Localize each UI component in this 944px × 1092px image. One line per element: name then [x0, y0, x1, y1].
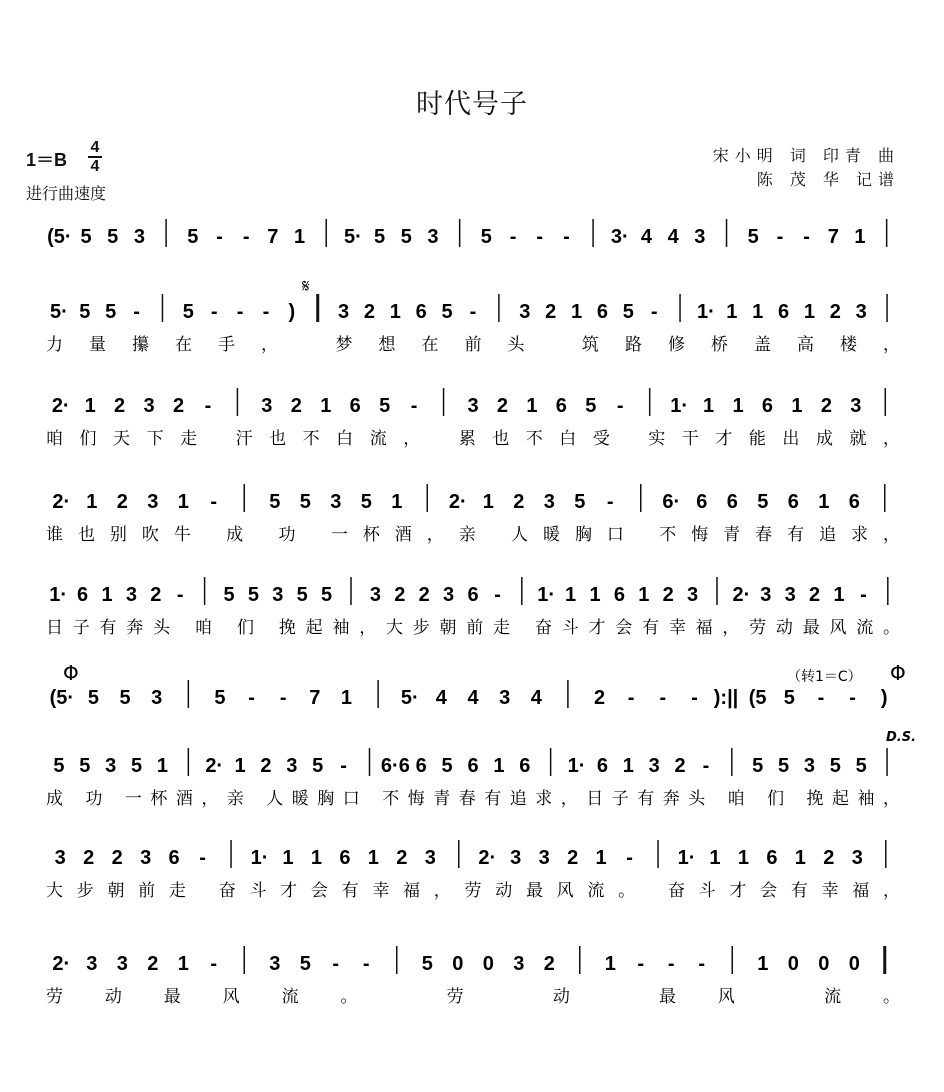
note: 6	[168, 847, 180, 869]
note: )	[880, 687, 888, 709]
coda-sign-left: Φ	[63, 661, 79, 685]
note: 1	[234, 755, 246, 777]
note: 2	[396, 847, 408, 869]
note: 5	[829, 755, 841, 777]
note: 2	[172, 395, 185, 417]
note: 6	[726, 491, 738, 513]
note: 3	[105, 755, 117, 777]
note: 3	[543, 491, 555, 513]
note: 1	[854, 226, 866, 248]
note: 2	[147, 953, 159, 975]
note: 3	[784, 584, 796, 606]
note: (5·	[47, 226, 72, 248]
note: -	[248, 687, 255, 709]
note: 5	[574, 491, 586, 513]
note: 3	[467, 395, 479, 417]
note: 1	[595, 847, 607, 869]
note: 3	[803, 755, 815, 777]
note: -	[563, 226, 570, 248]
note: 5	[131, 755, 143, 777]
note: 6	[596, 755, 608, 777]
note: 6	[415, 301, 427, 323]
note: 3	[443, 584, 455, 606]
note: -	[332, 953, 340, 975]
note: 5	[360, 491, 372, 513]
note: 1	[791, 395, 803, 417]
note: -	[210, 953, 218, 975]
note: (5·	[49, 687, 75, 709]
note: 3	[272, 584, 284, 606]
note: 5	[214, 687, 226, 709]
note: 2	[111, 847, 123, 869]
note: -	[340, 755, 347, 777]
note: -	[849, 687, 856, 709]
note: 2	[543, 953, 555, 975]
note: 1	[622, 755, 634, 777]
note: -	[776, 226, 784, 248]
note: 5	[374, 226, 386, 248]
note: 5	[585, 395, 597, 417]
note: 3	[510, 847, 522, 869]
note: 2·	[52, 491, 71, 513]
song-title: 时代号子	[416, 89, 528, 120]
note: 3	[850, 395, 862, 417]
note: 4	[467, 687, 479, 709]
tempo-marking: 进行曲速度	[26, 184, 107, 203]
note: 6	[777, 301, 790, 323]
note: 2	[829, 301, 841, 323]
note: 5·	[344, 226, 362, 248]
note: 6	[787, 491, 799, 513]
note: 1	[310, 847, 322, 869]
note: 1	[752, 301, 764, 323]
note: (5	[748, 687, 767, 709]
note: 5	[379, 395, 391, 417]
note: 3	[261, 395, 273, 417]
note: 1	[604, 953, 616, 975]
note: 6	[467, 755, 479, 777]
note: 1	[391, 491, 403, 513]
note: 3	[133, 226, 145, 248]
note: 6	[848, 491, 860, 513]
note: 1	[703, 395, 715, 417]
note: 5	[783, 687, 795, 709]
note: 1	[570, 301, 583, 323]
note: ):||	[713, 687, 739, 709]
note: 5	[299, 953, 311, 975]
note: 1	[156, 755, 169, 777]
note: 3	[125, 584, 137, 606]
note: 2	[593, 687, 606, 709]
note: 6	[339, 847, 351, 869]
note: 0	[818, 953, 830, 975]
note: 5	[119, 687, 131, 709]
note: 3	[54, 847, 66, 869]
note: -	[133, 301, 140, 323]
note: 3	[86, 953, 98, 975]
note: 0	[848, 953, 860, 975]
note: 2·	[732, 584, 751, 606]
note: 1	[726, 301, 738, 323]
note: 5	[269, 491, 281, 513]
lyric-line: 劳动最风流。 劳 动 最风 流。	[46, 987, 900, 1007]
note: 4	[667, 226, 679, 248]
lyric-line: 力量攥在手， 梦想在前头 筑路修桥盖高楼，	[46, 335, 900, 355]
credit-line-2: 陈 茂 华 记谱	[756, 170, 900, 189]
note: 2	[662, 584, 674, 606]
note: -	[702, 755, 710, 777]
note: 6	[349, 395, 361, 417]
note: -	[698, 953, 706, 975]
note: -	[262, 301, 270, 323]
lyric-line: 咱们天下走 汗也不白流， 累也不白受 实干才能出成就，	[46, 429, 901, 449]
note: 2·	[51, 395, 70, 417]
note: 1	[367, 847, 379, 869]
note: 1	[84, 395, 96, 417]
note: -	[279, 687, 287, 709]
lyric-line: 大步朝前走 奋斗才会有幸福，劳动最风流。 奋斗才会有幸福，	[46, 881, 900, 901]
note: 6·	[662, 491, 681, 513]
note: 3	[369, 584, 381, 606]
note: 3	[330, 491, 342, 513]
note: 1·	[567, 755, 586, 777]
note: -	[199, 847, 206, 869]
note: 7	[267, 226, 279, 248]
note: -	[650, 301, 658, 323]
note: 2	[674, 755, 686, 777]
note: 3	[499, 687, 511, 709]
note: 2	[545, 301, 557, 323]
note: 6	[761, 395, 774, 417]
note: 1	[482, 491, 494, 513]
note: -	[627, 687, 635, 709]
meter-top: 4	[90, 139, 100, 156]
note: 5	[752, 755, 764, 777]
coda-sign-right: Φ	[890, 661, 906, 685]
note: 1	[709, 847, 721, 869]
note: -	[817, 687, 825, 709]
note: -	[362, 953, 370, 975]
note: 1·	[697, 301, 715, 323]
note: 3	[286, 755, 298, 777]
note: 1	[737, 847, 749, 869]
note: -	[860, 584, 867, 606]
note: 1	[526, 395, 538, 417]
note: 1	[794, 847, 806, 869]
note: 5	[400, 226, 412, 248]
lyric-line: 谁也别吹牛 成 功 一杯酒，亲 人暖胸口 不悔青春有追求，	[46, 525, 900, 545]
note: -	[242, 226, 250, 248]
note: 3	[513, 953, 525, 975]
note: 5	[79, 301, 91, 323]
note: 2	[114, 395, 126, 417]
note: 1	[282, 847, 294, 869]
note: 3	[140, 847, 152, 869]
credit-line-1: 宋小明 词 印青 曲	[712, 146, 900, 165]
note: 3	[338, 301, 350, 323]
note: 6	[766, 847, 778, 869]
note: 1	[493, 755, 505, 777]
note: -	[210, 301, 218, 323]
note: -	[691, 687, 698, 709]
note: 6	[555, 395, 567, 417]
note: 2	[567, 847, 579, 869]
note: 3	[143, 395, 155, 417]
note: 1·	[670, 395, 689, 417]
note: 5	[622, 301, 634, 323]
note: 5	[107, 226, 119, 248]
note: -	[210, 491, 218, 513]
note: -	[626, 847, 633, 869]
note: 3	[519, 301, 531, 323]
note: 1·	[677, 847, 696, 869]
note: 2	[363, 301, 376, 323]
note: 6	[519, 755, 531, 777]
note: 2	[83, 847, 95, 869]
note: 2·	[205, 755, 224, 777]
note: 5	[441, 755, 453, 777]
note: 1	[833, 584, 845, 606]
note: -	[667, 953, 675, 975]
note: 3	[648, 755, 660, 777]
note: 1	[803, 301, 815, 323]
note: -	[410, 395, 418, 417]
note: -	[236, 301, 244, 323]
note: -	[204, 395, 212, 417]
note: 2	[820, 395, 832, 417]
note: 5·	[400, 687, 419, 709]
note: -	[176, 584, 184, 606]
note: 6	[613, 584, 625, 606]
note: -	[509, 226, 517, 248]
note: 5	[79, 755, 91, 777]
note: 1	[818, 491, 830, 513]
note: 1	[638, 584, 650, 606]
note: 2·	[448, 491, 467, 513]
note: -	[469, 301, 477, 323]
note: 3	[427, 226, 439, 248]
note: 6	[77, 584, 89, 606]
note: 5	[53, 755, 65, 777]
note: 1	[86, 491, 98, 513]
note: 3	[760, 584, 772, 606]
note: 5	[855, 755, 867, 777]
note: 5	[187, 226, 199, 248]
note: 1·	[49, 584, 68, 606]
note: 5	[312, 755, 324, 777]
lyric-line: 成 功 一杯酒，亲 人暖胸口 不悔青春有追求，日子有奔头 咱 们 挽起袖，	[46, 789, 900, 809]
note: 6	[467, 584, 479, 606]
note: 1	[732, 395, 744, 417]
note: 7	[827, 226, 839, 248]
segno-sign: 𝄋	[302, 276, 310, 297]
meter-bottom: 4	[90, 158, 100, 175]
note: 3	[147, 491, 159, 513]
note: 2	[496, 395, 509, 417]
note: 5	[223, 584, 235, 606]
note: 1	[340, 687, 353, 709]
note: 2	[394, 584, 406, 606]
note: 3	[538, 847, 550, 869]
note: 2	[809, 584, 821, 606]
note: 5	[87, 687, 100, 709]
note: 3	[851, 847, 863, 869]
note: 5	[80, 226, 92, 248]
note: 5·	[50, 301, 68, 323]
note: 5	[321, 584, 333, 606]
note: 1	[177, 953, 189, 975]
note: -	[216, 226, 223, 248]
note: )	[288, 301, 296, 323]
note: 3	[151, 687, 163, 709]
note: 2	[150, 584, 162, 606]
note: 2	[823, 847, 835, 869]
note: 1	[101, 584, 113, 606]
note: 7	[309, 687, 321, 709]
note: -	[637, 953, 645, 975]
dal-segno-mark: D.S.	[886, 730, 917, 745]
note: 4	[435, 687, 447, 709]
note: -	[803, 226, 810, 248]
note: 1	[320, 395, 332, 417]
note: -	[494, 584, 501, 606]
note: 5	[299, 491, 311, 513]
note: 6·6	[380, 755, 410, 777]
note: 0	[482, 953, 494, 975]
note: 3	[694, 226, 706, 248]
note: 5	[296, 584, 308, 606]
key-signature: 1＝B	[26, 150, 68, 170]
note: 3	[855, 301, 867, 323]
note: 2·	[478, 847, 497, 869]
note: 5	[182, 301, 194, 323]
lyric-line: 日子有奔头 咱 们 挽起袖，大步朝前走 奋斗才会有幸福，劳动最风流。	[46, 618, 900, 638]
note: 2	[260, 755, 272, 777]
note: -	[659, 687, 667, 709]
note: 4	[640, 226, 653, 248]
note: 5	[757, 491, 769, 513]
note: 1	[177, 491, 189, 513]
note: 1·	[537, 584, 556, 606]
note: 6	[596, 301, 608, 323]
note: 3	[424, 847, 436, 869]
note: 5	[747, 226, 759, 248]
note: 5	[777, 755, 790, 777]
note: -	[616, 395, 624, 417]
modulation-mark: （转1＝C）	[787, 669, 862, 685]
note: 5	[480, 226, 492, 248]
note: 1	[293, 226, 306, 248]
note: 5	[441, 301, 453, 323]
note: 3	[269, 953, 281, 975]
note: 2·	[52, 953, 71, 975]
note: 5	[247, 584, 259, 606]
note: 2	[418, 584, 430, 606]
note: -	[536, 226, 544, 248]
note: 2	[513, 491, 525, 513]
note: 4	[530, 687, 542, 709]
note: 6	[696, 491, 708, 513]
note: 1	[589, 584, 601, 606]
note: 1	[565, 584, 577, 606]
note: 0	[452, 953, 464, 975]
note: 3	[116, 953, 128, 975]
note: 5	[105, 301, 117, 323]
note: 5	[421, 953, 433, 975]
note: -	[606, 491, 614, 513]
note: 6	[415, 755, 427, 777]
note: 0	[787, 953, 799, 975]
note: 1·	[250, 847, 269, 869]
note: 3·	[610, 226, 629, 248]
note: 2	[116, 491, 128, 513]
note: 1	[389, 301, 401, 323]
note: 1	[757, 953, 769, 975]
note: 3	[687, 584, 699, 606]
note: 2	[290, 395, 302, 417]
